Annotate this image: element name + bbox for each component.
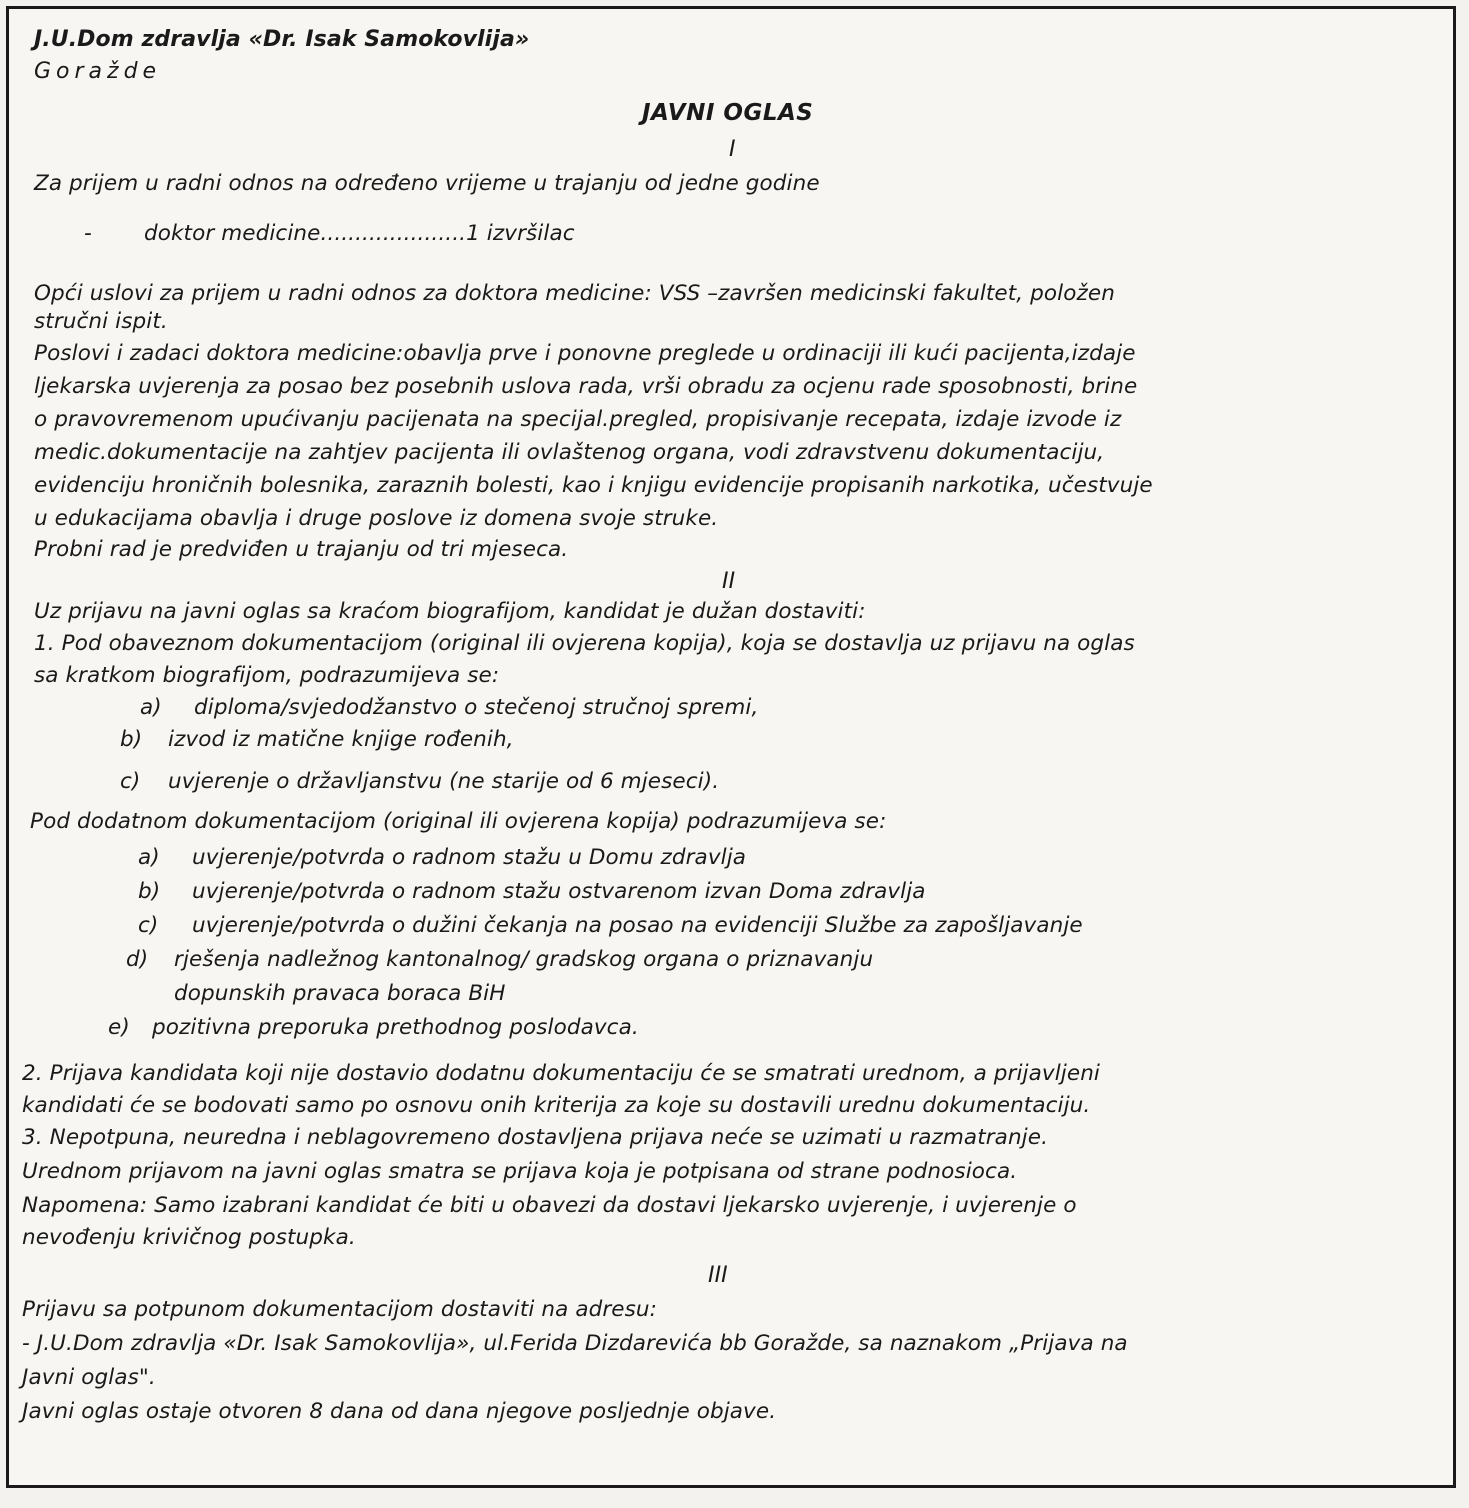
additional-letter: a) xyxy=(138,845,160,870)
item2-line-2: kandidati će se bodovati samo po osnovu onih kriterija za koje su dostavili urednu dokumentaciju. xyxy=(22,1093,1091,1118)
additional-item-continuation: dopunskih pravaca boraca BiH xyxy=(174,981,506,1006)
additional-item: pozitivna preporuka prethodnog poslodavca. xyxy=(152,1015,639,1040)
conditions-line-2: stručni ispit. xyxy=(34,309,168,334)
additional-item: uvjerenje/potvrda o dužini čekanja na posao na evidenciji Službe za zapošljavanje xyxy=(192,913,1083,938)
duties-line-1: Poslovi i zadaci doktora medicine:obavlja prve i ponovne preglede u ordinaciji ili kući pacijenta,izdaje xyxy=(34,341,1136,366)
item1-line-1: 1. Pod obaveznom dokumentacijom (original ili ovjerena kopija), koja se dostavlja uz prijavu na oglas xyxy=(34,631,1135,656)
position-dash: - xyxy=(84,221,92,246)
mandatory-letter: a) xyxy=(140,695,162,720)
additional-item: uvjerenje/potvrda o radnom stažu u Domu zdravlja xyxy=(192,845,747,870)
section1-intro: Za prijem u radni odnos na određeno vrijeme u trajanju od jedne godine xyxy=(34,171,820,196)
section-numeral-3: III xyxy=(708,1263,728,1288)
item1-line-2: sa kratkom biografijom, podrazumijeva se: xyxy=(34,663,500,688)
note-line-1: Napomena: Samo izabrani kandidat će biti u obavezi da dostavi ljekarsko uvjerenje, i uvjerenje o xyxy=(22,1193,1077,1218)
additional-letter: d) xyxy=(126,947,149,972)
duties-line-3: o pravovremenom upućivanju pacijenata na specijal.pregled, propisivanje recepata, izdaje izvode iz xyxy=(34,407,1122,432)
additional-item: rješenja nadležnog kantonalnog/ gradskog organa o priznavanju xyxy=(174,947,874,972)
additional-intro: Pod dodatnom dokumentacijom (original ili ovjerena kopija) podrazumijeva se: xyxy=(30,809,887,834)
mandatory-letter: b) xyxy=(120,727,143,752)
organization-name: J.U.Dom zdravlja «Dr. Isak Samokovlija» xyxy=(34,27,530,52)
duties-line-4: medic.dokumentacije na zahtjev pacijenta ili ovlaštenog organa, vodi zdravstvenu dokumentaciju, xyxy=(34,440,1105,465)
item3-line: 3. Nepotpuna, neuredna i neblagovremeno dostavljena prijava neće se uzimati u razmatranje. xyxy=(22,1125,1049,1150)
additional-letter: c) xyxy=(138,913,159,938)
conditions-line-1: Opći uslovi za prijem u radni odnos za doktora medicine: VSS –završen medicinski fakultet, položen xyxy=(34,281,1115,306)
section-numeral-1: I xyxy=(729,137,736,162)
position-line: doktor medicine.....................1 izvršilac xyxy=(144,221,575,246)
note-line-2: nevođenju krivičnog postupka. xyxy=(22,1225,356,1250)
mandatory-letter: c) xyxy=(120,769,141,794)
mandatory-item: diploma/svjedodžanstvo o stečenoj stručnoj spremi, xyxy=(194,695,759,720)
organization-city: Goražde xyxy=(34,59,162,84)
duties-line-6: u edukacijama obavlja i druge poslove iz domena svoje struke. xyxy=(34,506,719,531)
additional-item: uvjerenje/potvrda o radnom stažu ostvarenom izvan Doma zdravlja xyxy=(192,879,926,904)
address-line-1: - J.U.Dom zdravlja «Dr. Isak Samokovlija», ul.Ferida Dizdarevića bb Goražde, sa naznakom „Prijava na xyxy=(22,1331,1128,1356)
duties-line-2: ljekarska uvjerenja za posao bez posebnih uslova rada, vrši obradu za ocjenu rade sposobnosti, brine xyxy=(34,374,1138,399)
address-line-2: Javni oglas". xyxy=(22,1365,156,1390)
section3-intro: Prijavu sa potpunom dokumentacijom dostaviti na adresu: xyxy=(22,1297,658,1322)
duties-line-5: evidenciju hroničnih bolesnika, zaraznih bolesti, kao i knjigu evidencije propisanih narkotika, učestvuje xyxy=(34,473,1153,498)
mandatory-item: uvjerenje o državljanstvu (ne starije od 6 mjeseci). xyxy=(168,769,720,794)
mandatory-item: izvod iz matične knjige rođenih, xyxy=(168,727,514,752)
probation-line: Probni rad je predviđen u trajanju od tri mjeseca. xyxy=(34,537,569,562)
item2-line-1: 2. Prijava kandidata koji nije dostavio dodatnu dokumentaciju će se smatrati urednom, a prijavljeni xyxy=(22,1061,1101,1086)
additional-letter: b) xyxy=(138,879,161,904)
section2-intro: Uz prijavu na javni oglas sa kraćom biografijom, kandidat je dužan dostaviti: xyxy=(34,599,866,624)
open-period-line: Javni oglas ostaje otvoren 8 dana od dana njegove posljednje objave. xyxy=(22,1399,777,1424)
additional-letter: e) xyxy=(108,1015,130,1040)
section-numeral-2: II xyxy=(722,569,736,594)
valid-application-line: Urednom prijavom na javni oglas smatra se prijava koja je potpisana od strane podnosioca. xyxy=(22,1159,1018,1184)
document-title: JAVNI OGLAS xyxy=(642,100,814,126)
